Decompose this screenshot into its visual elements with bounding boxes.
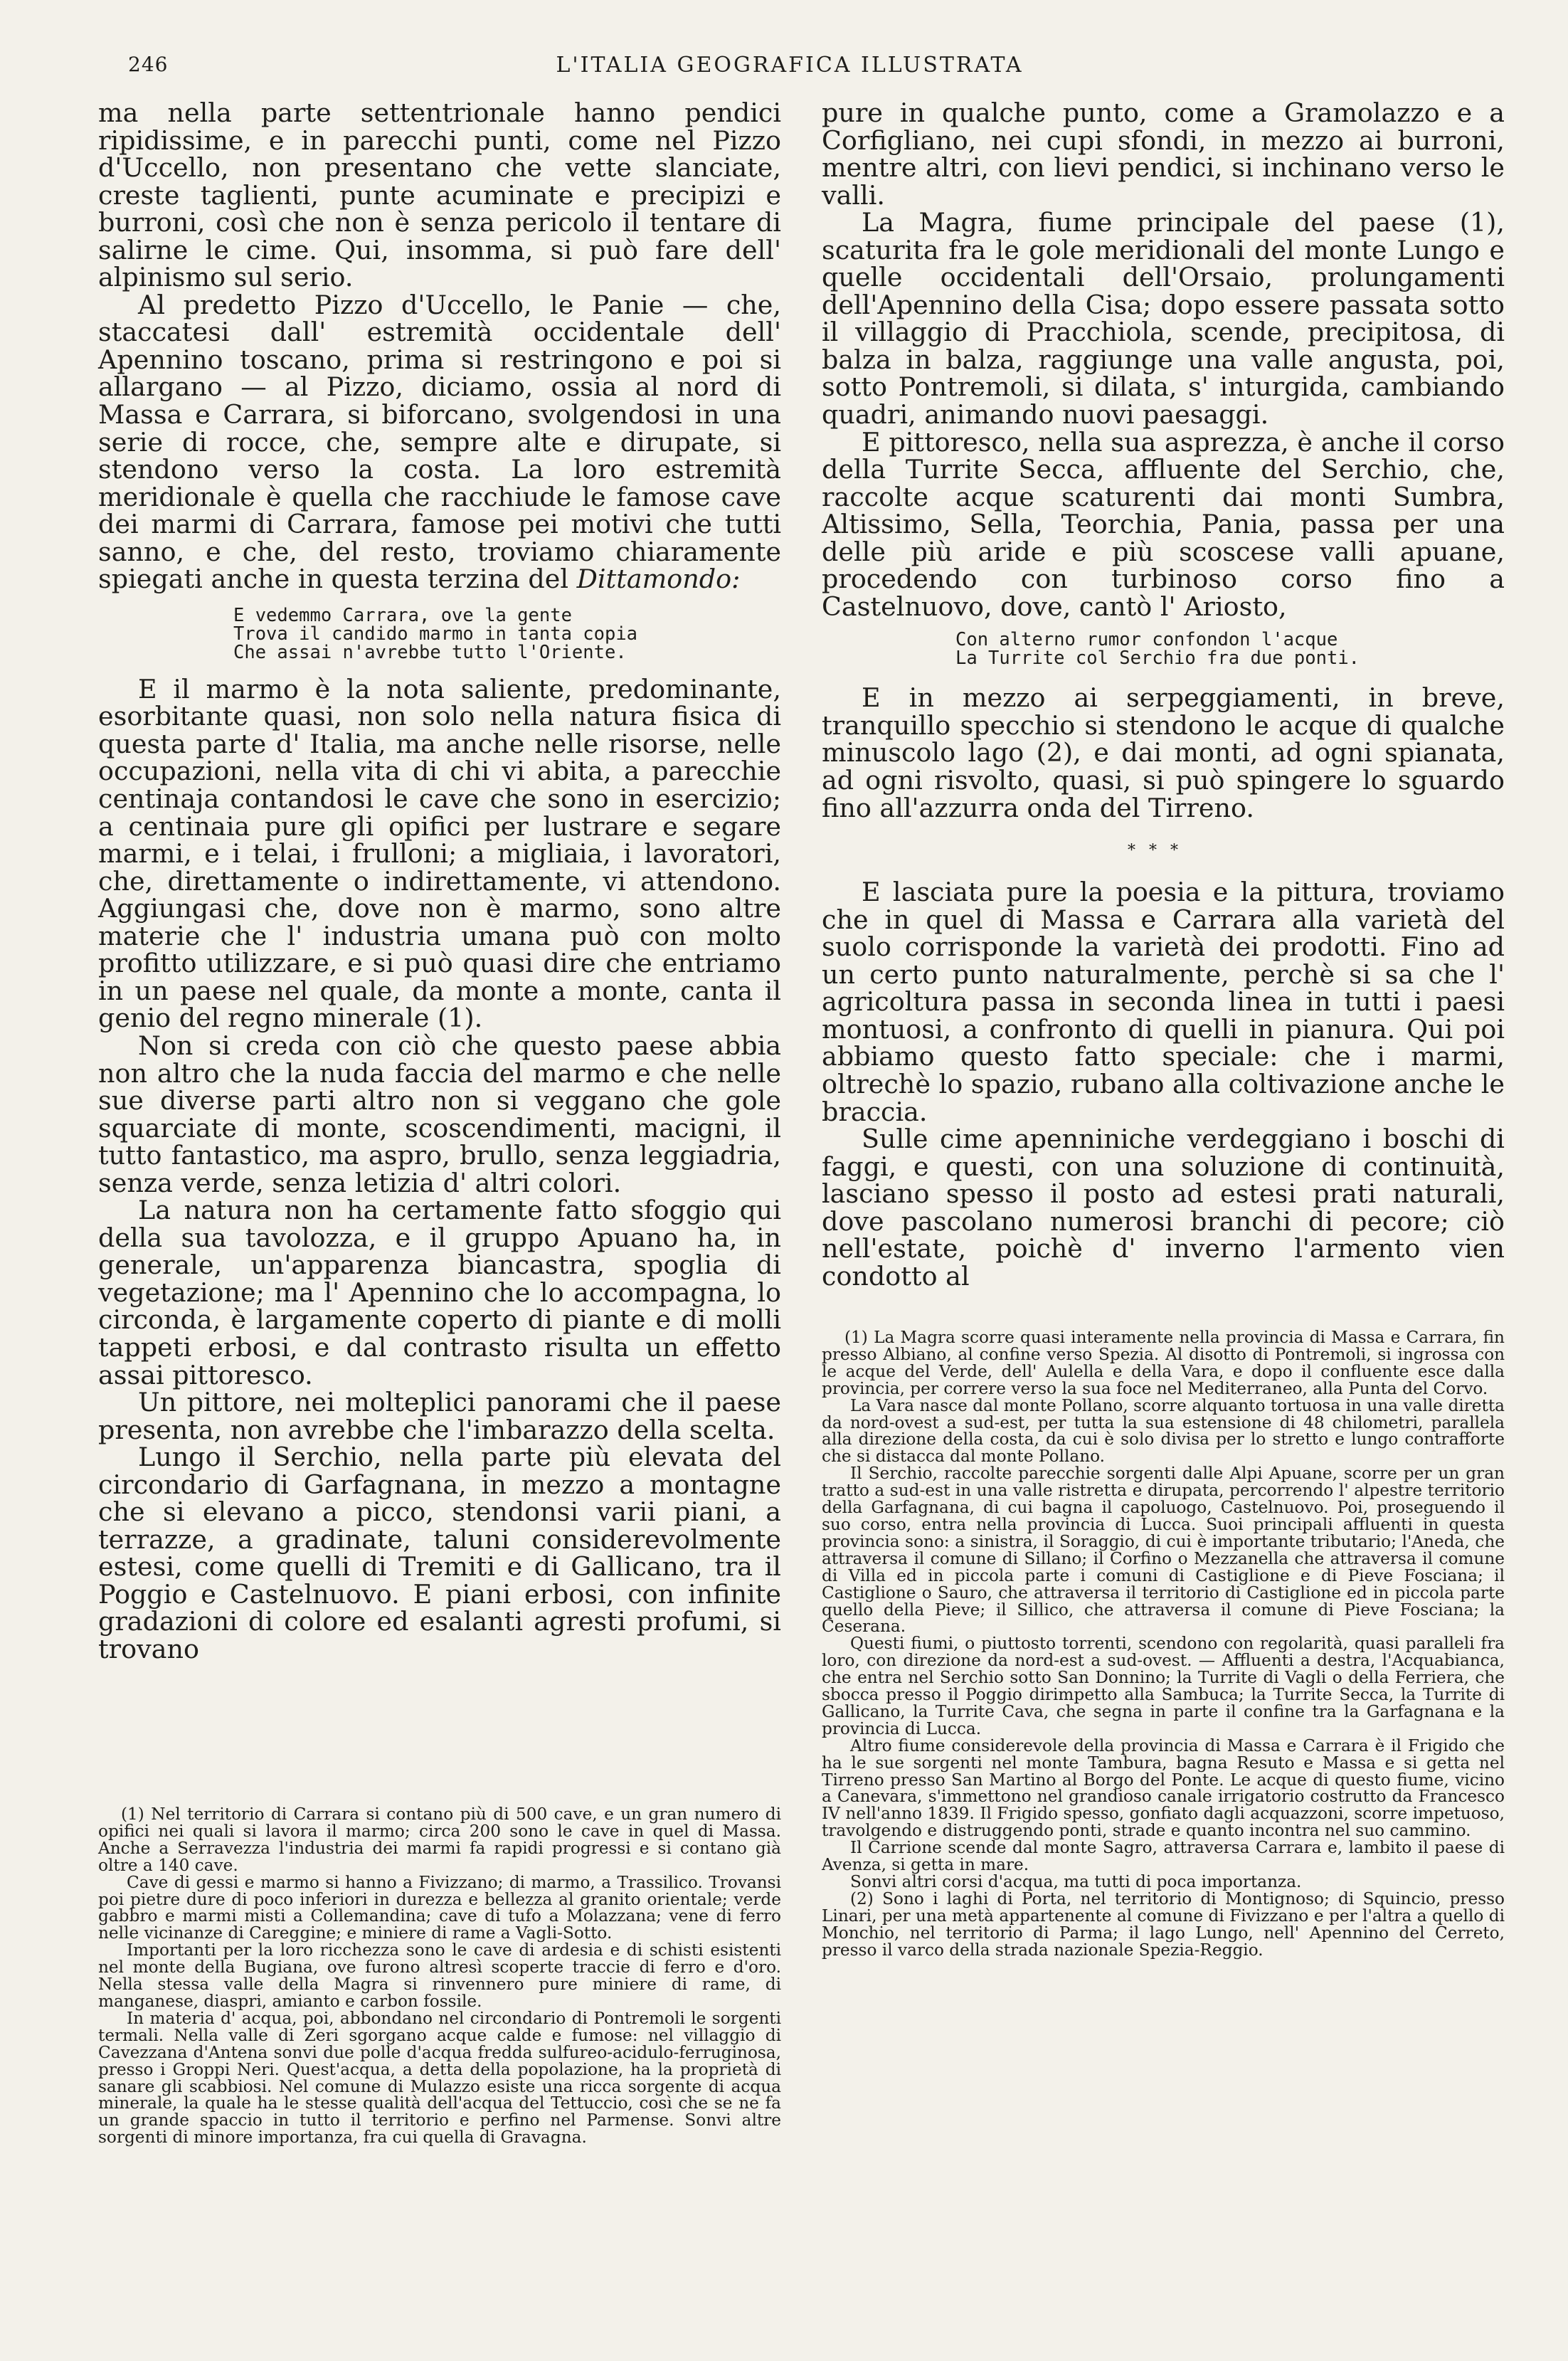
paragraph: Non si creda con ciò che questo paese abbia non altro che la nuda faccia del marmo e che nelle sue diverse parti altro non si veggano che gole squarciate di monte, scoscendimenti, macigni, il tutto fantastico, ma aspro, brullo, senza leggiadria, senza verde, senza letizia d' altri colori. [98,1030,781,1198]
paragraph: Un pittore, nei molteplici panorami che il paese presenta, non avrebbe che l'imbarazzo della scelta. [98,1387,781,1445]
paragraph: E lasciata pure la poesia e la pittura, troviamo che in quel di Massa e Carrara alla varietà del suolo corrisponde la varietà dei prodotti. Fino ad un certo punto naturalmente, perchè si sa che l' agricoltura passa in seconda linea in tutti i paesi montuosi, a confronto di quelli in pianura. Qui poi abbiamo questo fatto speciale: che i marmi, oltrechè lo spazio, rubano alla coltivazione anche le braccia. [822,877,1505,1127]
paragraph: La natura non ha certamente fatto sfoggio qui della sua tavolozza, e il gruppo Apuano ha, in generale, un'apparenza biancastra, spoglia di vegetazione; ma l' Apennino che lo accompagna, lo circonda, è largamente coperto di piante e di molli tappeti erbosi, e dal contrasto risulta un effetto assai pittoresco. [98,1195,781,1390]
footnote: Sonvi altri corsi d'acqua, ma tutti di poca importanza. [850,1872,1302,1891]
paragraph: E pittoresco, nella sua asprezza, è anche il corso della Turrite Secca, affluente del Serchio, che, raccolte acque scaturenti dai monti Sumbra, Altissimo, Sella, Teorchia, Pania, passa per una delle più aride e più scoscese valli apuane, procedendo con turbinoso corso fino a Castelnuovo, dove, cantò l' Ariosto, [822,426,1505,622]
right-footnotes [822,1329,1505,1959]
paragraph-text: Al predetto Pizzo d'Uccello, le Panie — che, staccatesi dall' estremità occidentale dell' Apennino toscano, prima si restringono e poi si allargano — al Pizzo, diciamo, ossia al nord di Massa e Carrara, si biforcano, svolgendosi in una serie di rocce, che, sempre alte e dirupate, si stendono verso la costa. La loro estremità meridionale è quella che racchiude le famose cave dei marmi di Carrara, famose pei motivi che tutti sanno, e che, del resto, troviamo chiaramente spiegati anche in questa terzina del [98,289,781,595]
book-title-italic: Dittamondo: [576,564,741,595]
footnote: Altro fiume considerevole della provincia di Massa e Carrara è il Frigido che ha le sue sorgenti nel monte Tambura, bagna Resuto e Massa e si getta nel Tirreno presso San Martino al Borgo del Ponte. Le acque di questo fiume, vicino a Canevara, s'immettono nel grandioso canale irrigatorio costrutto da Francesco IV nell'anno 1839. Il Frigido spesso, gonfiato dagli acquazzoni, scorre impetuoso, travolgendo e distruggendo ponti, strade e quanto incontra nel suo cammino. [822,1736,1505,1841]
footnote: Importanti per la loro ricchezza sono le cave di ardesia e di schisti esistenti nel monte della Bugiana, ove furono altresì scoperte traccie di ferro e d'oro. Nella stessa valle della Magra si rinvennero pure miniere di rame, di manganese, diaspri, amianto e carbon fossile. [98,1940,781,2011]
verse-quote [822,629,1505,670]
verse-line: Con alterno rumor confondon l'acque [955,629,1338,651]
left-column [98,97,781,1664]
footnote: Cave di gessi e marmo si hanno a Fivizzano; di marmo, a Trassilico. Trovansi poi pietre dure di poco inferiori in durezza e bellezza al granito orientale; verde gabbro e marmi misti a Collemandina; cave di tufo a Molazzana; vene di ferro nelle vicinanze di Careggine; e miniere di rame a Vagli-Sotto. [98,1872,781,1943]
paragraph: E in mezzo ai serpeggiamenti, in breve, tranquillo specchio si stendono le acque di qualche minuscolo lago (2), e dai monti, ad ogni spianata, ad ogni risvolto, quasi, si può spingere lo sguardo fino all'azzurra onda del Tirreno. [822,682,1505,823]
paragraph: Lungo il Serchio, nella parte più elevata del circondario di Garfagnana, in mezzo a montagne che si elevano a picco, stendonsi varii piani, a terrazze, a gradinate, taluni considerevolmente estesi, come quelli di Tremiti e di Gallicano, tra il Poggio e Castelnuovo. E piani erbosi, con infinite gradazioni di colore ed esalanti agresti profumi, si trovano [98,1442,781,1664]
paragraph: E il marmo è la nota saliente, predominante, esorbitante quasi, non solo nella natura fisica di questa parte d' Italia, ma anche nelle risorse, nelle occupazioni, nella vita di chi vi abita, a parecchie centinaja contandosi le cave che sono in esercizio; a centinaia pure gli opifici per lustrare e segare marmi, e i telai, i frulloni; a migliaia, i lavoratori, che, direttamente o indirettamente, vi attendono. Aggiungasi che, dove non è marmo, sono altre materie che l' industria umana può con molto profitto utilizzare, e si può quasi dire che entriamo in un paese nel quale, da monte a monte, canta il genio del regno minerale (1). [98,673,781,1034]
page-number: 246 [128,53,169,76]
footnote: Questi fiumi, o piuttosto torrenti, scendono con regolarità, quasi paralleli fra loro, con direzione da nord-est a sud-ovest. — Affluenti a destra, l'Acquabianca, che entra nel Serchio sotto San Donnino; la Turrite di Vagli o della Ferriera, che sbocca presso il Poggio dirimpetto alla Sambuca; la Turrite Secca, la Turrite di Gallicano, la Turrite Cava, che segna in parte il confine tra la Garfagnana e la provincia di Lucca. [822,1634,1505,1738]
left-body-text [98,97,781,1664]
footnote: La Vara nasce dal monte Pollano, scorre alquanto tortuosa in una valle diretta da nord-ovest a sud-est, per tutta la sua estensione di 48 chilometri, parallela alla direzione della costa, da cui è solo divisa per lo stretto e lungo contrafforte che si distacca dal monte Pollano. [822,1395,1505,1467]
left-footnotes [98,1806,781,2146]
page-header [100,53,1480,84]
footnote: (1) La Magra scorre quasi interamente nella provincia di Massa e Carrara, fin presso Albiano, al confine verso Spezia. Al disotto di Pontremoli, si ingrossa con le acque del Verde, dell' Aulella e della Vara, e dopo il confluente esce dalla provincia, per correre verso la sua foce nel Mediterraneo, alla Punta del Corvo. [822,1328,1505,1398]
verse-line: E vedemmo Carrara, ove la gente [233,604,572,626]
verse-quote [98,606,781,662]
verse-line: Trova il candido marmo in tanta copia [233,623,638,645]
paragraph [98,289,781,595]
footnote: (2) Sono i laghi di Porta, nel territorio di Montignoso; di Squincio, presso Linari, per una metà appartenente al comune di Fivizzano e per l'altra a quello di Monchio, nel territorio di Parma; il lago Lungo, nell' Apennino del Cerreto, presso il varco della strada nazionale Spezia-Reggio. [822,1889,1505,1960]
right-body-text [822,97,1505,1292]
paragraph: La Magra, fiume principale del paese (1), scaturita fra le gole meridionali del monte Lungo e quelle occidentali dell'Orsaio, prolungamenti dell'Apennino della Cisa; dopo essere passata sotto il villaggio di Pracchiola, scende, precipitosa, di balza in balza, raggiunge una valle angusta, poi, sotto Pontremoli, si dilata, s' inturgida, cambiando quadri, animando nuovi paesaggi. [822,207,1505,431]
paragraph: ma nella parte settentrionale hanno pendici ripidissime, e in parecchi punti, come nel Pizzo d'Uccello, non presentano che vette slanciate, creste taglienti, punte acuminate e precipizi e burroni, così che non è senza pericolo il tentare di salirne le cime. Qui, insomma, si può fare dell' alpinismo sul serio. [98,97,781,293]
paragraph: pure in qualche punto, come a Gramolazzo e a Corfigliano, nei cupi sfondi, in mezzo ai burroni, mentre altri, con lievi pendici, si inchinano verso le valli. [822,97,1505,211]
separator-asterisks: * * * [1128,842,1182,860]
verse-line: Che assai n'avrebbe tutto l'Oriente. [233,641,627,663]
footnote: Il Carrione scende dal monte Sagro, attraversa Carrara e, lambito il paese di Avenza, si getta in mare. [822,1838,1505,1875]
right-column [822,97,1505,1292]
verse-line: La Turrite col Serchio fra due ponti. [955,648,1360,670]
footnote: Il Serchio, raccolte parecchie sorgenti dalle Alpi Apuane, scorre per un gran tratto a sud-est in una valle ristretta e dirupata, percorrendo l' alpestre territorio della Garfagnana, di cui bagna il capoluogo, Castelnuovo. Poi, proseguendo il suo corso, entra nella provincia di Lucca. Suoi principali affluenti in questa provincia sono: a sinistra, il Soraggio, di cui è importante tributario; l'Aneda, che attraversa il comune di Sillano; il Corfino o Mezzanella che attraversa il comune di Villa ed in piccola parte i comuni di Castiglione e di Pieve Fosciana; il Castiglione o Sauro, che attraversa il territorio di Castiglione ed in piccola parte quello della Pieve; il Sillico, che attraversa il comune di Pieve Fosciana; la Ceserana. [822,1464,1505,1637]
footnote: (1) Nel territorio di Carrara si contano più di 500 cave, e un gran numero di opifici nei quali si lavora il marmo; circa 200 sono le cave in quel di Massa. Anche a Serravezza l'industria dei marmi fa rapidi progressi e si contano già oltre a 140 cave. [98,1805,781,1875]
footnote: In materia d' acqua, poi, abbondano nel circondario di Pontremoli le sorgenti termali. Nella valle di Zeri sgorgano acque calde e fumose: nel villaggio di Cavezzana d'Antena sonvi due polle d'acqua fredda sulfureo-acidulo-ferruginosa, presso i Groppi Neri. Quest'acqua, a detta della popolazione, ha la proprietà di sanare gli scabbiosi. Nel comune di Mulazzo esiste una ricca sorgente di acqua minerale, la quale ha le stesse qualità dell'acqua del Tettuccio, così che se ne fa un grande spaccio in tutto il territorio e perfino nel Parmense. Sonvi altre sorgenti di minore importanza, fra cui quella di Gravagna. [98,2008,781,2148]
paragraph: Sulle cime apenniniche verdeggiano i boschi di faggi, e questi, con una soluzione di continuità, lasciano spesso il posto ad estesi prati naturali, dove pascolano numerosi branchi di pecore; ciò nell'estate, poichè d' inverno l'armento vien condotto al [822,1124,1505,1292]
running-head: L'ITALIA GEOGRAFICA ILLUSTRATA [556,53,1024,78]
section-separator [822,833,1505,876]
